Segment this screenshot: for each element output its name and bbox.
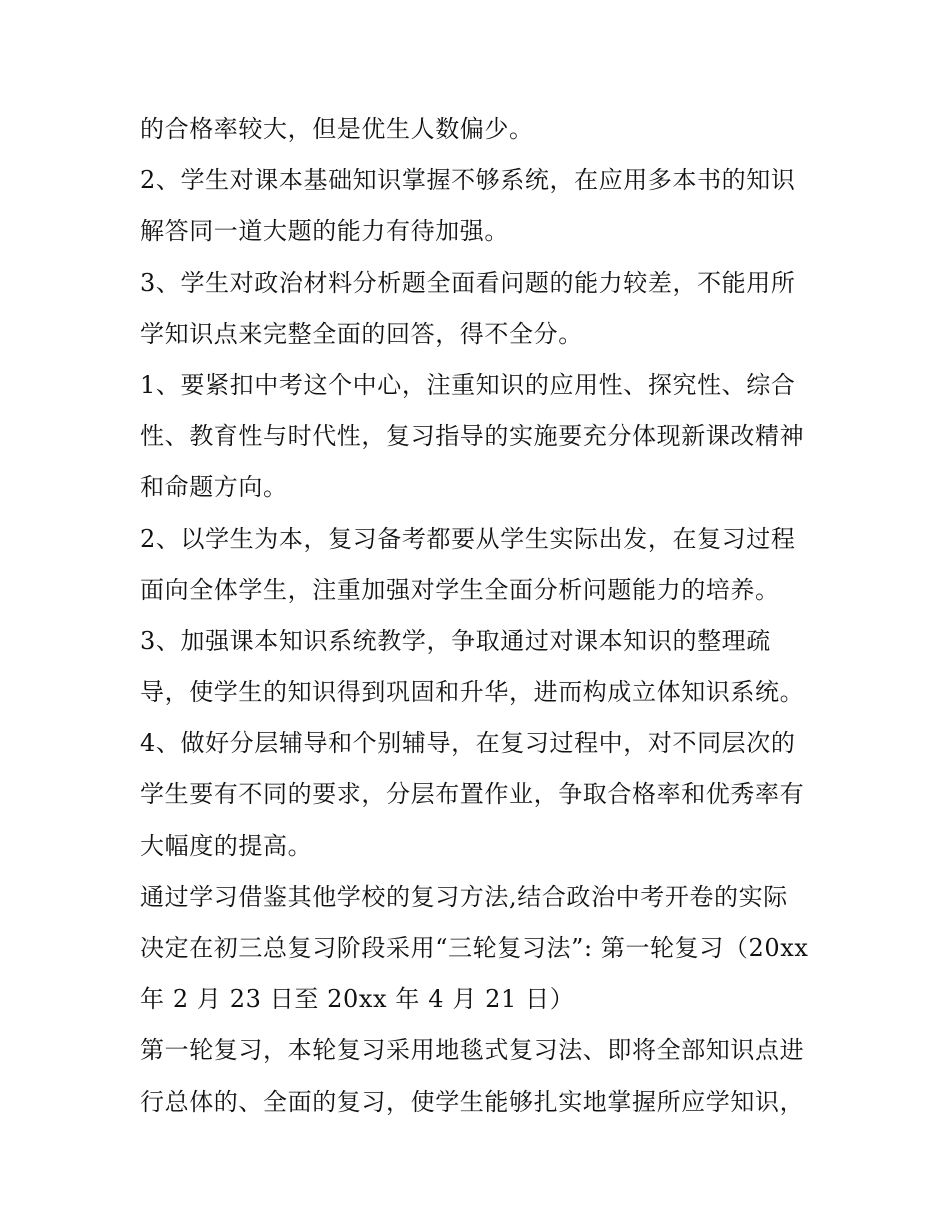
document-body bbox=[140, 104, 820, 1128]
text-line: 年 2 月 23 日至 20xx 年 4 月 21 日） bbox=[140, 985, 575, 1014]
text-line: 行总体的、全面的复习，使学生能够扎实地掌握所应学知识， bbox=[140, 1087, 805, 1116]
text-line: 1、要紧扣中考这个中心，注重知识的应用性、探究性、综合 bbox=[140, 370, 796, 399]
text-line: 大幅度的提高。 bbox=[140, 831, 313, 860]
text-line: 学生要有不同的要求，分层布置作业，争取合格率和优秀率有 bbox=[140, 780, 805, 809]
text-line: 2、学生对课本基础知识掌握不够系统，在应用多本书的知识 bbox=[140, 166, 796, 195]
text-line: 通过学习借鉴其他学校的复习方法,结合政治中考开卷的实际 bbox=[140, 882, 788, 911]
text-line: 的合格率较大，但是优生人数偏少。 bbox=[140, 115, 534, 143]
text-line: 导，使学生的知识得到巩固和升华，进而构成立体知识系统。 bbox=[140, 678, 805, 707]
text-line: 2、以学生为本，复习备考都要从学生实际出发，在复习过程 bbox=[140, 524, 796, 553]
text-line: 第一轮复习，本轮复习采用地毯式复习法、即将全部知识点进 bbox=[140, 1036, 805, 1065]
text-line: 性、教育性与时代性，复习指导的实施要充分体现新课改精神 bbox=[140, 422, 805, 451]
text-line: 面向全体学生，注重加强对学生全面分析问题能力的培养。 bbox=[140, 575, 780, 604]
text-line: 和命题方向。 bbox=[140, 473, 288, 502]
text-line: 决定在初三总复习阶段采用“三轮复习法”: 第一轮复习（20xx bbox=[140, 934, 809, 962]
text-line: 3、加强课本知识系统教学，争取通过对课本知识的整理疏 bbox=[140, 626, 771, 655]
text-line: 4、做好分层辅导和个别辅导，在复习过程中，对不同层次的 bbox=[140, 729, 796, 758]
text-line: 学知识点来完整全面的回答，得不全分。 bbox=[140, 319, 583, 348]
text-line: 3、学生对政治材料分析题全面看问题的能力较差，不能用所 bbox=[140, 268, 796, 297]
text-line: 解答同一道大题的能力有待加强。 bbox=[140, 217, 509, 246]
